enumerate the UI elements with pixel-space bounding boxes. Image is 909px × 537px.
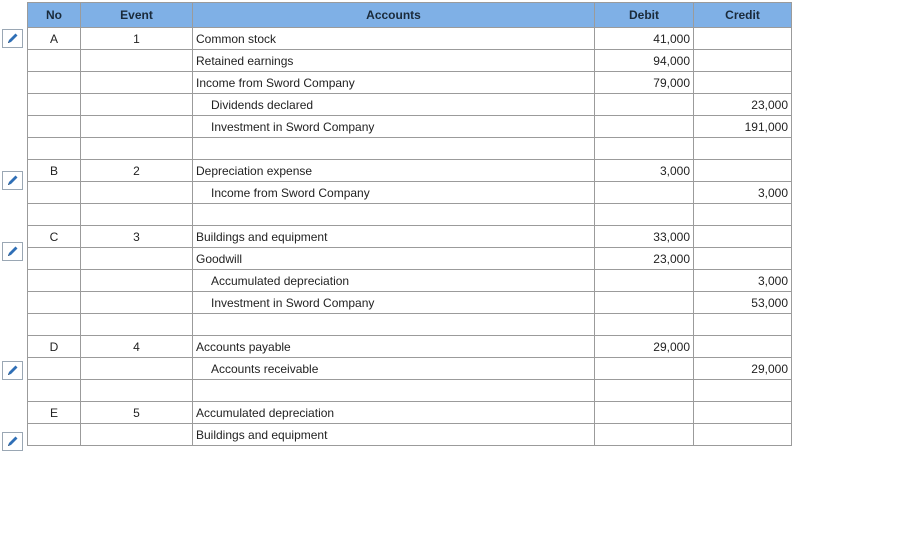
credit-cell[interactable] — [694, 28, 792, 50]
event-cell — [81, 116, 193, 138]
no-cell — [28, 50, 81, 72]
header-accounts: Accounts — [193, 3, 595, 28]
credit-cell[interactable] — [694, 138, 792, 160]
credit-cell[interactable]: 53,000 — [694, 292, 792, 314]
table-row — [28, 424, 792, 446]
debit-cell[interactable] — [595, 358, 694, 380]
debit-cell[interactable] — [595, 204, 694, 226]
event-cell: 1 — [81, 28, 193, 50]
account-cell[interactable]: Investment in Sword Company — [193, 116, 595, 138]
credit-cell[interactable]: 191,000 — [694, 116, 792, 138]
event-cell: 5 — [81, 402, 193, 424]
credit-cell[interactable]: 29,000 — [694, 358, 792, 380]
pencil-icon — [6, 364, 19, 377]
debit-cell[interactable] — [595, 116, 694, 138]
event-cell — [81, 270, 193, 292]
account-cell[interactable]: Buildings and equipment — [193, 424, 595, 446]
debit-cell[interactable]: 94,000 — [595, 50, 694, 72]
credit-cell[interactable]: 3,000 — [694, 182, 792, 204]
table-row — [28, 94, 792, 116]
account-cell[interactable] — [193, 204, 595, 226]
account-cell[interactable]: Dividends declared — [193, 94, 595, 116]
no-cell — [28, 314, 81, 336]
debit-cell[interactable] — [595, 94, 694, 116]
credit-cell[interactable] — [694, 314, 792, 336]
event-cell: 4 — [81, 336, 193, 358]
header-no: No — [28, 3, 81, 28]
credit-cell[interactable] — [694, 50, 792, 72]
credit-cell[interactable]: 3,000 — [694, 270, 792, 292]
header-event: Event — [81, 3, 193, 28]
account-cell[interactable]: Income from Sword Company — [193, 72, 595, 94]
account-cell[interactable]: Retained earnings — [193, 50, 595, 72]
account-cell[interactable]: Buildings and equipment — [193, 226, 595, 248]
account-cell[interactable]: Accumulated depreciation — [193, 402, 595, 424]
no-cell: B — [28, 160, 81, 182]
event-cell — [81, 292, 193, 314]
debit-cell[interactable] — [595, 424, 694, 446]
table-row — [28, 204, 792, 226]
event-cell — [81, 424, 193, 446]
table-row — [28, 138, 792, 160]
debit-cell[interactable] — [595, 380, 694, 402]
debit-cell[interactable] — [595, 270, 694, 292]
account-cell[interactable]: Accumulated depreciation — [193, 270, 595, 292]
event-cell — [81, 380, 193, 402]
account-cell[interactable]: Goodwill — [193, 248, 595, 270]
event-cell — [81, 358, 193, 380]
no-cell: E — [28, 402, 81, 424]
table-row — [28, 292, 792, 314]
event-cell — [81, 248, 193, 270]
edit-entry-button[interactable] — [2, 171, 23, 190]
table-row — [28, 50, 792, 72]
debit-cell[interactable] — [595, 402, 694, 424]
table-row — [28, 380, 792, 402]
edit-entry-button[interactable] — [2, 432, 23, 451]
table-row — [28, 28, 792, 50]
account-cell[interactable]: Common stock — [193, 28, 595, 50]
credit-cell[interactable] — [694, 226, 792, 248]
table-row — [28, 358, 792, 380]
edit-entry-button[interactable] — [2, 361, 23, 380]
debit-cell[interactable]: 79,000 — [595, 72, 694, 94]
account-cell[interactable] — [193, 380, 595, 402]
debit-cell[interactable]: 33,000 — [595, 226, 694, 248]
no-cell — [28, 424, 81, 446]
edit-entry-button[interactable] — [2, 29, 23, 48]
no-cell — [28, 204, 81, 226]
credit-cell[interactable] — [694, 380, 792, 402]
header-debit: Debit — [595, 3, 694, 28]
no-cell — [28, 248, 81, 270]
no-cell — [28, 182, 81, 204]
table-row — [28, 116, 792, 138]
no-cell — [28, 380, 81, 402]
journal-entry-table — [27, 2, 792, 446]
pencil-icon — [6, 435, 19, 448]
debit-cell[interactable]: 3,000 — [595, 160, 694, 182]
pencil-icon — [6, 32, 19, 45]
no-cell: D — [28, 336, 81, 358]
credit-cell[interactable]: 23,000 — [694, 94, 792, 116]
pencil-icon — [6, 174, 19, 187]
credit-cell[interactable] — [694, 248, 792, 270]
credit-cell[interactable] — [694, 72, 792, 94]
no-cell — [28, 94, 81, 116]
no-cell — [28, 358, 81, 380]
pencil-icon — [6, 245, 19, 258]
account-cell[interactable] — [193, 314, 595, 336]
table-row — [28, 248, 792, 270]
debit-cell[interactable] — [595, 292, 694, 314]
debit-cell[interactable]: 23,000 — [595, 248, 694, 270]
table-row — [28, 160, 792, 182]
no-cell — [28, 72, 81, 94]
debit-cell[interactable] — [595, 314, 694, 336]
account-cell[interactable]: Income from Sword Company — [193, 182, 595, 204]
event-cell — [81, 72, 193, 94]
debit-cell[interactable] — [595, 138, 694, 160]
account-cell[interactable]: Depreciation expense — [193, 160, 595, 182]
credit-cell[interactable] — [694, 204, 792, 226]
edit-entry-button[interactable] — [2, 242, 23, 261]
credit-cell[interactable] — [694, 160, 792, 182]
account-cell[interactable]: Accounts receivable — [193, 358, 595, 380]
no-cell: A — [28, 28, 81, 50]
header-credit: Credit — [694, 3, 792, 28]
debit-cell[interactable]: 41,000 — [595, 28, 694, 50]
no-cell — [28, 270, 81, 292]
table-row — [28, 182, 792, 204]
no-cell — [28, 292, 81, 314]
table-row — [28, 314, 792, 336]
table-row — [28, 270, 792, 292]
table-row — [28, 72, 792, 94]
no-cell — [28, 138, 81, 160]
no-cell — [28, 116, 81, 138]
account-cell[interactable]: Accounts payable — [193, 336, 595, 358]
debit-cell[interactable]: 29,000 — [595, 336, 694, 358]
debit-cell[interactable] — [595, 182, 694, 204]
header-row — [28, 3, 792, 28]
credit-cell[interactable] — [694, 402, 792, 424]
event-cell — [81, 50, 193, 72]
event-cell: 2 — [81, 160, 193, 182]
event-cell — [81, 94, 193, 116]
table-row — [28, 336, 792, 358]
event-cell: 3 — [81, 226, 193, 248]
account-cell[interactable]: Investment in Sword Company — [193, 292, 595, 314]
account-cell[interactable] — [193, 138, 595, 160]
event-cell — [81, 182, 193, 204]
credit-cell[interactable] — [694, 424, 792, 446]
no-cell: C — [28, 226, 81, 248]
event-cell — [81, 314, 193, 336]
table-row — [28, 402, 792, 424]
credit-cell[interactable] — [694, 336, 792, 358]
event-cell — [81, 204, 193, 226]
event-cell — [81, 138, 193, 160]
table-row — [28, 226, 792, 248]
